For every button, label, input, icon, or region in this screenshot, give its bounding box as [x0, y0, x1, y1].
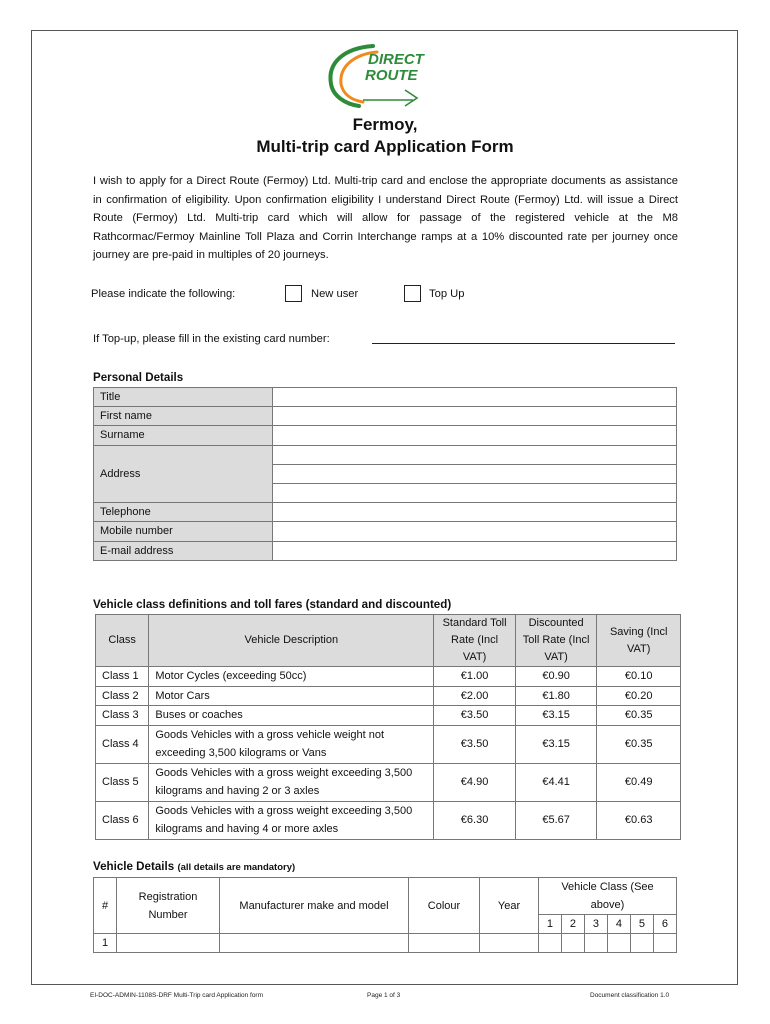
standard-rate-cell: €4.90 [434, 763, 516, 801]
surname-field[interactable] [273, 426, 677, 445]
personal-details-table [93, 387, 677, 561]
saving-cell: €0.10 [597, 667, 681, 687]
col-discounted-rate: Discounted Toll Rate (Incl VAT) [515, 615, 597, 667]
new-user-checkbox[interactable] [285, 285, 302, 302]
class-cell: Class 3 [96, 706, 149, 726]
description-cell: Motor Cars [149, 686, 434, 706]
registration-field[interactable] [117, 934, 220, 953]
class-6-header: 6 [653, 915, 676, 934]
vehicle-class-table [95, 614, 681, 840]
col-num: # [94, 878, 117, 934]
discounted-rate-cell: €3.15 [515, 706, 597, 726]
class-2-header: 2 [561, 915, 584, 934]
class-6-field[interactable] [653, 934, 676, 953]
top-up-checkbox[interactable] [404, 285, 421, 302]
class-1-header: 1 [539, 915, 562, 934]
address-field-line2[interactable] [273, 464, 677, 483]
class-4-field[interactable] [607, 934, 630, 953]
col-year: Year [480, 878, 539, 934]
description-cell: Goods Vehicles with a gross weight exceeding 3,500 kilograms and having 2 or 3 axles [149, 763, 434, 801]
table-row [96, 725, 681, 763]
new-user-label: New user [311, 288, 359, 300]
saving-cell: €0.35 [597, 725, 681, 763]
table-row [96, 706, 681, 726]
vehicle-details-title: Vehicle Details [93, 860, 175, 873]
address-field-line1[interactable] [273, 445, 677, 464]
email-label: E-mail address [94, 541, 273, 560]
standard-rate-cell: €1.00 [434, 667, 516, 687]
colour-field[interactable] [409, 934, 480, 953]
description-cell: Goods Vehicles with a gross vehicle weight not exceeding 3,500 kilograms or Vans [149, 725, 434, 763]
telephone-label: Telephone [94, 503, 273, 522]
telephone-field[interactable] [273, 503, 677, 522]
class-cell: Class 1 [96, 667, 149, 687]
table-row [96, 801, 681, 839]
class-cell: Class 5 [96, 763, 149, 801]
discounted-rate-cell: €1.80 [515, 686, 597, 706]
personal-details-heading: Personal Details [93, 371, 184, 384]
standard-rate-cell: €6.30 [434, 801, 516, 839]
top-up-label: Top Up [429, 288, 465, 300]
class-5-header: 5 [630, 915, 653, 934]
discounted-rate-cell: €4.41 [515, 763, 597, 801]
year-field[interactable] [480, 934, 539, 953]
col-registration: Registration Number [117, 878, 220, 934]
email-field[interactable] [273, 541, 677, 560]
saving-cell: €0.35 [597, 706, 681, 726]
discounted-rate-cell: €0.90 [515, 667, 597, 687]
title-label: Title [94, 388, 273, 407]
form-title: Multi-trip card Application Form [256, 137, 514, 156]
make-model-field[interactable] [220, 934, 409, 953]
title-field[interactable] [273, 388, 677, 407]
saving-cell: €0.49 [597, 763, 681, 801]
class-cell: Class 6 [96, 801, 149, 839]
saving-cell: €0.20 [597, 686, 681, 706]
table-row [96, 667, 681, 687]
footer-doc-id: EI-DOC-ADMIN-1108S-DRF Multi-Trip card Application form [90, 992, 264, 999]
address-label: Address [94, 445, 273, 503]
saving-cell: €0.63 [597, 801, 681, 839]
intro-paragraph: I wish to apply for a Direct Route (Fermoy) Ltd. Multi-trip card and enclose the appropriate documents as assistance in confirmation of eligibility. Upon confirmation eligibility I understand Direct Route (Fermoy) Ltd. will issue a Direct Route (Fermoy) Ltd. Multi-trip card which will allow for passage of the registered vehicle at the M8 Rathcormac/Fermoy Mainline Toll Plaza and Corrin Interchange ramps at a 10% discounted rate per journey once journey are pre-paid in multiples of 20 journeys. [93, 175, 678, 262]
description-cell: Goods Vehicles with a gross weight exceeding 3,500 kilograms and having 4 or more axles [149, 801, 434, 839]
col-colour: Colour [409, 878, 480, 934]
class-5-field[interactable] [630, 934, 653, 953]
footer-classification: Document classification 1.0 [590, 992, 670, 999]
description-cell: Motor Cycles (exceeding 50cc) [149, 667, 434, 687]
indicate-label: Please indicate the following: [91, 288, 236, 300]
vehicle-details-note: (all details are mandatory) [177, 862, 296, 873]
logo-text-direct: DIRECT [368, 51, 424, 68]
mobile-label: Mobile number [94, 522, 273, 541]
card-number-field[interactable] [372, 343, 675, 344]
vehicle-details-heading [93, 860, 295, 873]
topup-card-label: If Top-up, please fill in the existing card number: [93, 333, 330, 345]
first-name-label: First name [94, 407, 273, 426]
description-cell: Buses or coaches [149, 706, 434, 726]
vehicle-class-heading: Vehicle class definitions and toll fares (standard and discounted) [93, 598, 452, 611]
class-4-header: 4 [607, 915, 630, 934]
first-name-field[interactable] [273, 407, 677, 426]
table-row [96, 686, 681, 706]
col-saving: Saving (Incl VAT) [597, 615, 681, 667]
col-standard-rate: Standard Toll Rate (Incl VAT) [434, 615, 516, 667]
class-3-header: 3 [584, 915, 607, 934]
row-number: 1 [94, 934, 117, 953]
col-description: Vehicle Description [149, 615, 434, 667]
table-row [94, 934, 677, 953]
class-1-field[interactable] [539, 934, 562, 953]
class-cell: Class 4 [96, 725, 149, 763]
surname-label: Surname [94, 426, 273, 445]
mobile-field[interactable] [273, 522, 677, 541]
col-class: Class [96, 615, 149, 667]
standard-rate-cell: €2.00 [434, 686, 516, 706]
address-field-line3[interactable] [273, 483, 677, 502]
discounted-rate-cell: €3.15 [515, 725, 597, 763]
col-make-model: Manufacturer make and model [220, 878, 409, 934]
standard-rate-cell: €3.50 [434, 706, 516, 726]
standard-rate-cell: €3.50 [434, 725, 516, 763]
vehicle-details-table [93, 877, 677, 953]
class-cell: Class 2 [96, 686, 149, 706]
class-3-field[interactable] [584, 934, 607, 953]
direct-route-logo [325, 40, 440, 112]
discounted-rate-cell: €5.67 [515, 801, 597, 839]
class-2-field[interactable] [561, 934, 584, 953]
footer-page-number: Page 1 of 3 [367, 992, 401, 999]
form-title-location: Fermoy, [352, 115, 418, 134]
logo-text-route: ROUTE [365, 67, 418, 84]
table-row [96, 763, 681, 801]
col-vehicle-class: Vehicle Class (See above) [539, 878, 677, 915]
